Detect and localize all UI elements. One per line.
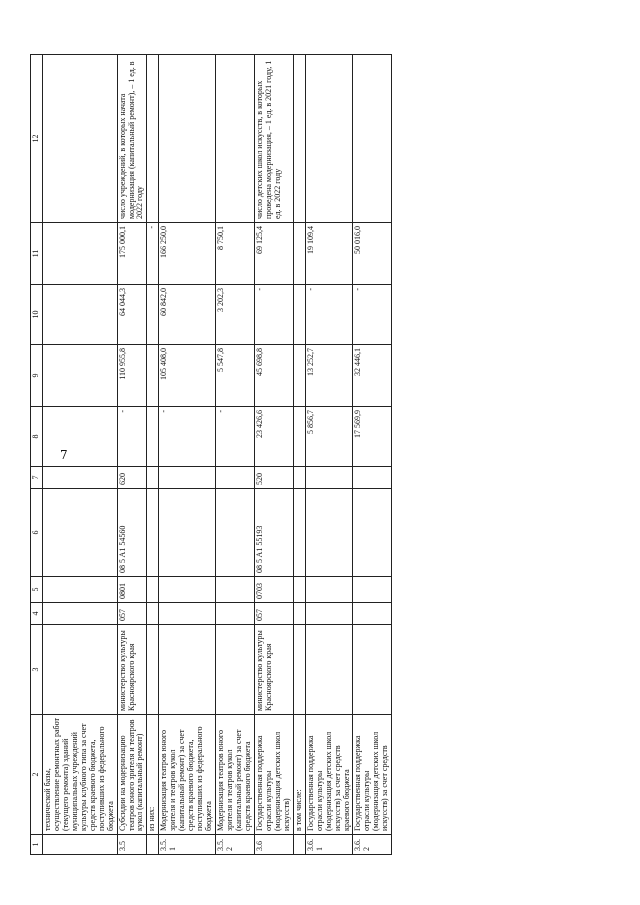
cell-rzpr — [147, 577, 159, 603]
table-row — [159, 55, 216, 855]
cell-csr — [353, 489, 392, 577]
cell-csr: 08 5 A1 54560 — [117, 489, 147, 577]
cell-rzpr — [216, 577, 255, 603]
cell-y2020 — [293, 407, 305, 467]
header-cell: 7 — [31, 467, 43, 489]
cell-rzpr — [42, 577, 117, 603]
header-cell: 2 — [31, 715, 43, 835]
cell-total: 19 109,4 — [305, 223, 353, 285]
cell-y2022: 3 202,3 — [216, 285, 255, 345]
header-cell: 3 — [31, 625, 43, 715]
cell-vr — [216, 467, 255, 489]
cell-total: 175 000,1 — [117, 223, 147, 285]
cell-y2022: 64 044,3 — [117, 285, 147, 345]
cell-name: в том числе: — [293, 715, 305, 835]
cell-y2021 — [147, 345, 159, 407]
cell-rzpr — [293, 577, 305, 603]
cell-grbs — [159, 603, 216, 625]
cell-rzpr: 0801 — [117, 577, 147, 603]
cell-rzpr: 0703 — [254, 577, 293, 603]
cell-grbs — [353, 603, 392, 625]
header-cell: 10 — [31, 285, 43, 345]
cell-name: из них: — [147, 715, 159, 835]
table-row — [117, 55, 147, 855]
cell-result — [216, 55, 255, 223]
cell-y2020: 17 569,9 — [353, 407, 392, 467]
cell-name: Субсидии на модернизацию театров юного зрителя и театров кукол (капитальный ремонт) — [117, 715, 147, 835]
header-row — [31, 55, 43, 855]
cell-vr — [305, 467, 353, 489]
header-cell: 8 — [31, 407, 43, 467]
cell-name: технической базы, осуществление ремонтных работ (текущего ремонта) зданий муниципальных учреждений культуры клубного типа за счет средств краевого бюджета, поступивших из федерального бюджета — [42, 715, 117, 835]
cell-name: Модернизация театров юного зрителя и театров кукол (капитальный ремонт) за счет средств краевого бюджета, поступивших из федерального бюджета — [159, 715, 216, 835]
table-row — [42, 55, 117, 855]
cell-exec — [147, 625, 159, 715]
cell-csr — [293, 489, 305, 577]
cell-y2022: 60 842,0 — [159, 285, 216, 345]
cell-exec — [42, 625, 117, 715]
cell-y2022 — [42, 285, 117, 345]
cell-y2021: 32 446,1 — [353, 345, 392, 407]
cell-y2021: 110 955,8 — [117, 345, 147, 407]
cell-vr: 620 — [117, 467, 147, 489]
cell-no: 3.5.1 — [159, 835, 216, 855]
header-cell: 11 — [31, 223, 43, 285]
cell-vr — [353, 467, 392, 489]
cell-y2020: 23 426,6 — [254, 407, 293, 467]
cell-no: 3.6.2 — [353, 835, 392, 855]
cell-y2021: 45 698,8 — [254, 345, 293, 407]
cell-no — [293, 835, 305, 855]
page-number: 7 — [60, 448, 68, 462]
cell-y2022: - — [353, 285, 392, 345]
cell-csr — [147, 489, 159, 577]
cell-total — [293, 223, 305, 285]
cell-exec — [216, 625, 255, 715]
cell-y2021: 5 547,8 — [216, 345, 255, 407]
cell-no: 3.6 — [254, 835, 293, 855]
cell-total: - — [147, 223, 159, 285]
cell-csr — [216, 489, 255, 577]
budget-table — [30, 54, 392, 855]
cell-result — [305, 55, 353, 223]
table-row — [254, 55, 293, 855]
cell-rzpr — [159, 577, 216, 603]
header-cell: 1 — [31, 835, 43, 855]
cell-y2020: - — [216, 407, 255, 467]
cell-y2020: - — [117, 407, 147, 467]
cell-csr: 08 5 A1 55193 — [254, 489, 293, 577]
table-row — [353, 55, 392, 855]
cell-no — [147, 835, 159, 855]
cell-vr — [293, 467, 305, 489]
cell-grbs — [216, 603, 255, 625]
cell-total — [42, 223, 117, 285]
header-cell: 6 — [31, 489, 43, 577]
cell-no: 3.5 — [117, 835, 147, 855]
cell-result: число детских школ искусств, в которых проведена модернизация, – 1 ед. в 2021 году, 1 ед. в 2022 году — [254, 55, 293, 223]
cell-grbs — [42, 603, 117, 625]
cell-grbs — [305, 603, 353, 625]
header-cell: 5 — [31, 577, 43, 603]
cell-grbs — [293, 603, 305, 625]
cell-csr — [305, 489, 353, 577]
header-cell: 9 — [31, 345, 43, 407]
cell-vr — [42, 467, 117, 489]
rotated-table-sheet — [30, 60, 565, 855]
cell-rzpr — [305, 577, 353, 603]
cell-exec — [159, 625, 216, 715]
cell-name: Государственная поддержка отрасли культуры (модернизация детских школ искусств) — [254, 715, 293, 835]
cell-exec: министерство культуры Красноярского края — [117, 625, 147, 715]
cell-exec — [353, 625, 392, 715]
cell-y2022 — [147, 285, 159, 345]
cell-y2022: - — [305, 285, 353, 345]
cell-result — [293, 55, 305, 223]
cell-y2020: - — [159, 407, 216, 467]
cell-exec: министерство культуры Красноярского края — [254, 625, 293, 715]
header-cell: 4 — [31, 603, 43, 625]
cell-name: Государственная поддержка отрасли культуры (модернизация детских школ искусств) за счет средств краевого бюджета — [305, 715, 353, 835]
cell-y2022 — [293, 285, 305, 345]
cell-vr — [159, 467, 216, 489]
cell-total: 50 016,0 — [353, 223, 392, 285]
cell-total: 69 125,4 — [254, 223, 293, 285]
cell-grbs — [147, 603, 159, 625]
cell-grbs: 057 — [254, 603, 293, 625]
cell-result — [353, 55, 392, 223]
cell-vr — [147, 467, 159, 489]
cell-result — [147, 55, 159, 223]
cell-exec — [305, 625, 353, 715]
cell-grbs: 057 — [117, 603, 147, 625]
cell-y2020 — [42, 407, 117, 467]
cell-exec — [293, 625, 305, 715]
cell-no — [42, 835, 117, 855]
cell-rzpr — [353, 577, 392, 603]
table-row — [305, 55, 353, 855]
cell-no: 3.6.1 — [305, 835, 353, 855]
cell-result: число учреждений, в которых начата модернизация (капитальный ремонт), – 1 ед. в 2022 году — [117, 55, 147, 223]
table-row — [147, 55, 159, 855]
cell-name: Государственная поддержка отрасли культуры (модернизация детских школ искусств) за счет средств — [353, 715, 392, 835]
cell-csr — [159, 489, 216, 577]
cell-y2021 — [42, 345, 117, 407]
cell-name: Модернизация театров юного зрителя и театров кукол (капитальный ремонт) за счет средств краевого бюджета — [216, 715, 255, 835]
cell-total: 8 750,1 — [216, 223, 255, 285]
cell-y2020: 5 856,7 — [305, 407, 353, 467]
cell-y2021: 105 408,0 — [159, 345, 216, 407]
header-cell: 12 — [31, 55, 43, 223]
cell-result — [42, 55, 117, 223]
cell-result — [159, 55, 216, 223]
cell-vr: 520 — [254, 467, 293, 489]
table-row — [293, 55, 305, 855]
cell-y2021 — [293, 345, 305, 407]
cell-y2022: - — [254, 285, 293, 345]
cell-no: 3.5.2 — [216, 835, 255, 855]
table-body — [42, 55, 391, 855]
cell-y2020 — [147, 407, 159, 467]
cell-total: 166 250,0 — [159, 223, 216, 285]
cell-y2021: 13 252,7 — [305, 345, 353, 407]
cell-csr — [42, 489, 117, 577]
table-row — [216, 55, 255, 855]
